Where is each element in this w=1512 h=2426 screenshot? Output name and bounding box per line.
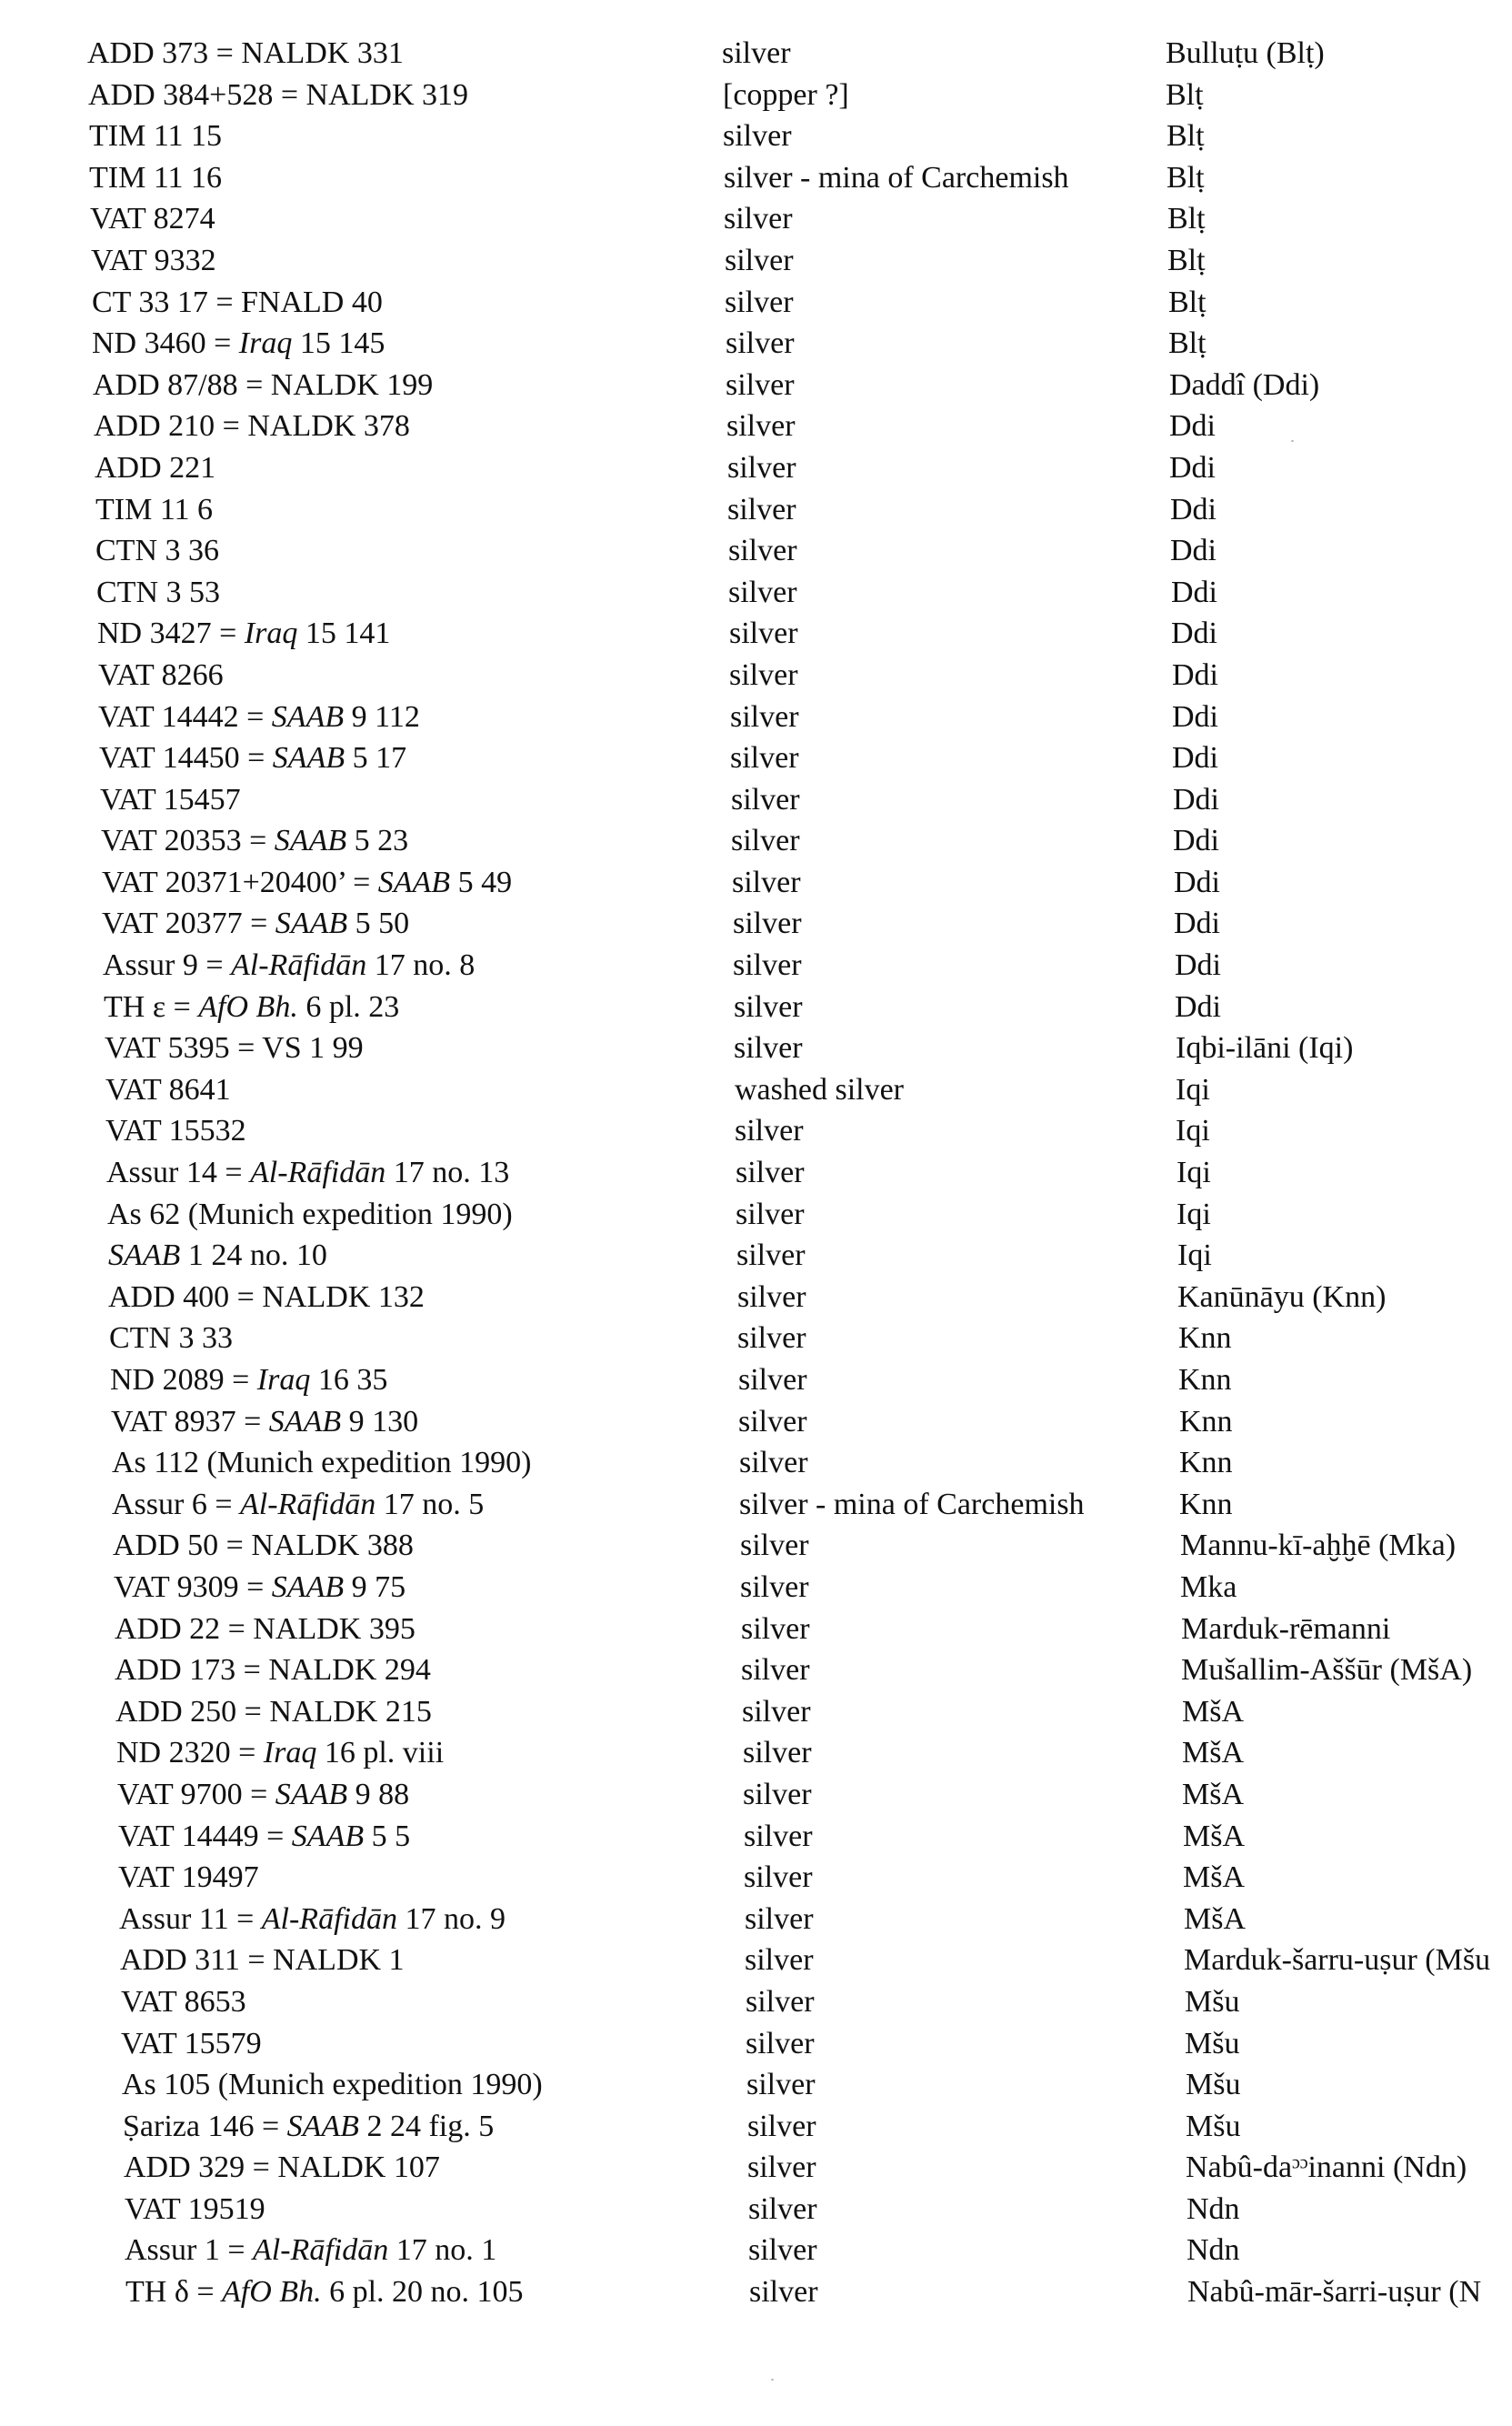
reference-cell: ADD 384+528 = NALDK 319 [88, 77, 468, 112]
reference-cell: ADD 373 = NALDK 331 [87, 36, 404, 70]
reference-cell: VAT 9700 = SAAB 9 88 [117, 1777, 410, 1811]
eponym-cell: Ddi [1173, 782, 1219, 817]
eponym-cell: Knn [1179, 1404, 1233, 1439]
eponym-cell: Ddi [1171, 575, 1217, 609]
metal-cell: silver [731, 782, 800, 817]
metal-cell: silver [734, 989, 803, 1024]
metal-cell: washed silver [735, 1072, 905, 1107]
metal-cell: silver [730, 741, 799, 776]
italic-citation: SAAB [377, 865, 451, 899]
table-row [0, 2064, 1512, 2106]
table-row [0, 1609, 1512, 1650]
reference-cell: Assur 14 = Al-Rāfidān 17 no. 13 [106, 1156, 510, 1190]
table-row [0, 737, 1512, 779]
italic-citation: Iraq [238, 326, 293, 361]
eponym-cell: Mannu-kī-aḫḫē (Mka) [1180, 1529, 1457, 1563]
table-row [0, 2189, 1512, 2231]
table-row [0, 157, 1512, 199]
table-row [0, 198, 1512, 240]
table-row [0, 1774, 1512, 1816]
table-row [0, 987, 1512, 1028]
reference-cell: ADD 329 = NALDK 107 [124, 2150, 440, 2185]
italic-citation: Iraq [263, 1736, 317, 1770]
reference-cell: ND 3460 = Iraq 15 145 [92, 326, 386, 361]
reference-cell: TH δ = AfO Bh. 6 pl. 20 no. 105 [125, 2275, 524, 2310]
eponym-cell: Mšu [1186, 2068, 1241, 2102]
metal-cell: silver [748, 2233, 817, 2268]
table-row [0, 862, 1512, 904]
italic-citation: SAAB [274, 824, 347, 858]
metal-cell: silver [740, 1529, 809, 1563]
table-row [0, 115, 1512, 157]
italic-citation: SAAB [275, 1777, 348, 1811]
table-row [0, 240, 1512, 282]
metal-cell: silver [726, 367, 795, 402]
reference-cell: As 105 (Munich expedition 1990) [122, 2068, 543, 2102]
table-row [0, 1732, 1512, 1774]
table-row [0, 2271, 1512, 2313]
metal-cell: [copper ?] [723, 77, 849, 112]
metal-cell: silver [747, 2109, 816, 2143]
table-row [0, 1525, 1512, 1567]
eponym-cell: Marduk-rēmanni [1181, 1611, 1391, 1646]
eponym-cell: MšA [1184, 1901, 1247, 1936]
italic-citation: SAAB [275, 907, 348, 941]
table-row [0, 1940, 1512, 1981]
metal-cell: silver [746, 2068, 816, 2102]
table-row [0, 1857, 1512, 1899]
eponym-cell: Blṭ [1167, 243, 1206, 277]
scan-speck [1291, 440, 1294, 442]
metal-cell: silver [736, 1197, 805, 1231]
eponym-cell: Knn [1179, 1446, 1233, 1480]
metal-cell: silver [739, 1446, 808, 1480]
table-row [0, 1442, 1512, 1484]
metal-cell: silver [729, 657, 798, 692]
italic-citation: SAAB [271, 1569, 345, 1604]
eponym-cell: Daddî (Ddi) [1169, 367, 1320, 402]
eponym-cell: Ddi [1170, 492, 1217, 526]
metal-cell: silver [747, 2150, 816, 2185]
eponym-cell: Mka [1180, 1569, 1237, 1604]
reference-cell: As 62 (Munich expedition 1990) [107, 1197, 513, 1231]
metal-cell: silver [741, 1611, 810, 1646]
metal-cell: silver [730, 699, 799, 734]
eponym-cell: Ddi [1169, 409, 1216, 444]
table-row [0, 1359, 1512, 1401]
table-row [0, 530, 1512, 572]
reference-cell: ADD 210 = NALDK 378 [94, 409, 410, 444]
italic-citation: Al-Rāfidān [261, 1901, 397, 1936]
metal-cell: silver [723, 119, 792, 154]
metal-cell: silver [725, 243, 794, 277]
table-row [0, 2023, 1512, 2065]
eponym-cell: Ddi [1172, 741, 1218, 776]
metal-cell: silver [725, 285, 794, 319]
eponym-cell: Iqi [1177, 1197, 1211, 1231]
table-row [0, 945, 1512, 987]
eponym-cell: Nabû-daᵓᵓinanni (Ndn) [1186, 2150, 1467, 2185]
metal-cell: silver [744, 1819, 813, 1853]
reference-cell: Assur 9 = Al-Rāfidān 17 no. 8 [103, 948, 476, 983]
table-row [0, 1899, 1512, 1940]
reference-cell: ND 2089 = Iraq 16 35 [110, 1363, 388, 1397]
eponym-cell: Iqi [1177, 1156, 1211, 1190]
table-row [0, 1110, 1512, 1152]
eponym-cell: Ddi [1170, 534, 1217, 568]
eponym-cell: Blṭ [1166, 77, 1204, 112]
reference-cell: ADD 87/88 = NALDK 199 [93, 367, 434, 402]
reference-cell: VAT 15532 [105, 1114, 246, 1148]
eponym-cell: Kanūnāyu (Knn) [1177, 1279, 1387, 1314]
italic-citation: SAAB [108, 1238, 181, 1273]
metal-cell: silver [749, 2275, 818, 2310]
table-row [0, 1401, 1512, 1443]
metal-cell: silver [745, 1943, 814, 1978]
metal-cell: silver [726, 326, 795, 361]
table-row [0, 1318, 1512, 1359]
italic-citation: SAAB [291, 1819, 365, 1853]
eponym-cell: Marduk-šarru-uṣur (Mšu [1184, 1943, 1491, 1978]
eponym-cell: Iqbi-ilāni (Iqi) [1176, 1031, 1354, 1066]
table-row [0, 2106, 1512, 2148]
table-row [0, 903, 1512, 945]
eponym-cell: MšA [1183, 1819, 1246, 1853]
metal-cell: silver - mina of Carchemish [724, 160, 1069, 195]
table-row [0, 1069, 1512, 1111]
reference-cell: VAT 19497 [118, 1860, 259, 1895]
reference-cell: ADD 173 = NALDK 294 [115, 1653, 431, 1688]
table-row [0, 1649, 1512, 1691]
eponym-table [0, 33, 1512, 2313]
table-row [0, 1691, 1512, 1733]
reference-cell: TIM 11 16 [89, 160, 223, 195]
metal-cell: silver [736, 1238, 806, 1273]
metal-cell: silver [724, 202, 793, 236]
reference-cell: VAT 14450 = SAAB 5 17 [99, 741, 407, 776]
table-row [0, 1028, 1512, 1069]
metal-cell: silver [743, 1777, 812, 1811]
metal-cell: silver [732, 865, 801, 899]
reference-cell: CT 33 17 = FNALD 40 [92, 285, 383, 319]
table-row [0, 820, 1512, 862]
eponym-cell: Mšu [1186, 2109, 1241, 2143]
metal-cell: silver [743, 1736, 812, 1770]
eponym-cell: Mušallim-Aššūr (MšA) [1181, 1653, 1473, 1688]
eponym-cell: Blṭ [1167, 202, 1206, 236]
scan-speck [771, 2379, 774, 2381]
eponym-cell: Mšu [1185, 2026, 1240, 2060]
italic-citation: AfO Bh. [198, 989, 298, 1024]
reference-cell: ND 2320 = Iraq 16 pl. viii [116, 1736, 445, 1770]
reference-cell: VAT 8937 = SAAB 9 130 [111, 1404, 419, 1439]
reference-cell: TH ε = AfO Bh. 6 pl. 23 [104, 989, 400, 1024]
eponym-cell: MšA [1182, 1694, 1245, 1729]
metal-cell: silver [738, 1404, 807, 1439]
metal-cell: silver [729, 617, 798, 651]
eponym-cell: Ndn [1187, 2191, 1240, 2226]
reference-cell: ADD 311 = NALDK 1 [120, 1943, 405, 1978]
metal-cell: silver [736, 1156, 805, 1190]
table-row [0, 1194, 1512, 1236]
metal-cell: silver [741, 1653, 810, 1688]
reference-cell: VAT 14449 = SAAB 5 5 [118, 1819, 411, 1853]
table-row [0, 282, 1512, 324]
eponym-cell: Iqi [1177, 1238, 1212, 1273]
table-row [0, 1816, 1512, 1858]
reference-cell: ADD 250 = NALDK 215 [115, 1694, 432, 1729]
table-row [0, 655, 1512, 697]
table-row [0, 323, 1512, 365]
metal-cell: silver [746, 1984, 815, 2019]
eponym-cell: Ddi [1172, 657, 1218, 692]
eponym-cell: Ndn [1187, 2233, 1240, 2268]
metal-cell: silver [746, 2026, 815, 2060]
reference-cell: VAT 8274 [90, 202, 215, 236]
reference-cell: ADD 50 = NALDK 388 [113, 1529, 414, 1563]
reference-cell: VAT 15457 [100, 782, 241, 817]
reference-cell: VAT 19519 [125, 2191, 265, 2226]
metal-cell: silver [748, 2191, 817, 2226]
table-row [0, 447, 1512, 489]
table-row [0, 2147, 1512, 2189]
metal-cell: silver [728, 534, 797, 568]
metal-cell: silver [733, 948, 802, 983]
reference-cell: Assur 11 = Al-Rāfidān 17 no. 9 [119, 1901, 506, 1936]
eponym-cell: Nabû-mār-šarri-uṣur (N [1187, 2275, 1482, 2310]
reference-cell: ND 3427 = Iraq 15 141 [97, 617, 391, 651]
reference-cell: VAT 9309 = SAAB 9 75 [114, 1569, 406, 1604]
table-row [0, 697, 1512, 738]
table-row [0, 75, 1512, 116]
reference-cell: TIM 11 15 [89, 119, 223, 154]
metal-cell: silver [728, 575, 797, 609]
metal-cell: silver [737, 1321, 806, 1356]
metal-cell: silver [733, 907, 802, 941]
eponym-cell: Ddi [1175, 948, 1221, 983]
eponym-cell: Ddi [1169, 450, 1216, 485]
italic-citation: AfO Bh. [222, 2275, 322, 2310]
eponym-cell: Blṭ [1167, 119, 1205, 154]
reference-cell: Assur 6 = Al-Rāfidān 17 no. 5 [112, 1487, 485, 1521]
metal-cell: silver [727, 492, 796, 526]
reference-cell: ADD 221 [95, 450, 216, 485]
reference-cell: CTN 3 36 [95, 534, 219, 568]
eponym-cell: Ddi [1174, 865, 1220, 899]
reference-cell: VAT 9332 [91, 243, 216, 277]
table-row [0, 1277, 1512, 1318]
eponym-cell: MšA [1182, 1736, 1245, 1770]
reference-cell: VAT 20353 = SAAB 5 23 [101, 824, 409, 858]
metal-cell: silver [727, 450, 796, 485]
eponym-cell: Blṭ [1168, 326, 1207, 361]
eponym-cell: Ddi [1174, 907, 1220, 941]
reference-cell: VAT 8653 [121, 1984, 246, 2019]
reference-cell: CTN 3 33 [109, 1321, 233, 1356]
italic-citation: Al-Rāfidān [231, 948, 367, 983]
reference-cell: SAAB 1 24 no. 10 [108, 1238, 327, 1273]
table-row [0, 572, 1512, 614]
eponym-cell: Iqi [1176, 1072, 1210, 1107]
metal-cell: silver [726, 409, 796, 444]
table-row [0, 613, 1512, 655]
metal-cell: silver [731, 824, 800, 858]
table-row [0, 365, 1512, 406]
metal-cell: silver [722, 36, 791, 70]
reference-cell: VAT 8641 [105, 1072, 231, 1107]
metal-cell: silver [735, 1114, 804, 1148]
reference-cell: ADD 22 = NALDK 395 [115, 1611, 416, 1646]
reference-cell: CTN 3 53 [96, 575, 220, 609]
metal-cell: silver [740, 1569, 809, 1604]
table-row [0, 1152, 1512, 1194]
table-row [0, 1567, 1512, 1609]
italic-citation: Al-Rāfidān [250, 1156, 386, 1190]
eponym-cell: Knn [1179, 1487, 1233, 1521]
eponym-cell: Blṭ [1168, 285, 1207, 319]
eponym-cell: Mšu [1185, 1984, 1240, 2019]
reference-cell: VAT 20371+20400’ = SAAB 5 49 [102, 865, 513, 899]
table-row [0, 489, 1512, 531]
reference-cell: VAT 20377 = SAAB 5 50 [102, 907, 410, 941]
metal-cell: silver [737, 1279, 806, 1314]
italic-citation: SAAB [271, 699, 345, 734]
eponym-cell: Ddi [1171, 617, 1217, 651]
eponym-cell: Bulluṭu (Blṭ) [1166, 36, 1325, 70]
reference-cell: TIM 11 6 [95, 492, 214, 526]
italic-citation: SAAB [268, 1404, 342, 1439]
metal-cell: silver - mina of Carchemish [739, 1487, 1085, 1521]
italic-citation: Iraq [256, 1363, 311, 1397]
table-row [0, 2230, 1512, 2271]
table-row [0, 1981, 1512, 2023]
italic-citation: SAAB [272, 741, 345, 776]
reference-cell: Ṣariza 146 = SAAB 2 24 fig. 5 [123, 2109, 495, 2143]
eponym-cell: Ddi [1172, 699, 1218, 734]
reference-cell: Assur 1 = Al-Rāfidān 17 no. 1 [125, 2233, 497, 2268]
reference-cell: VAT 15579 [121, 2026, 262, 2060]
eponym-cell: MšA [1182, 1777, 1245, 1811]
eponym-cell: MšA [1183, 1860, 1246, 1895]
metal-cell: silver [738, 1363, 807, 1397]
reference-cell: ADD 400 = NALDK 132 [108, 1279, 425, 1314]
reference-cell: VAT 5395 = VS 1 99 [105, 1031, 364, 1066]
metal-cell: silver [734, 1031, 803, 1066]
eponym-cell: Iqi [1176, 1114, 1210, 1148]
metal-cell: silver [745, 1901, 814, 1936]
table-row [0, 33, 1512, 75]
eponym-cell: Ddi [1173, 824, 1219, 858]
italic-citation: Al-Rāfidān [240, 1487, 376, 1521]
table-row [0, 1484, 1512, 1526]
eponym-cell: Blṭ [1167, 160, 1205, 195]
reference-cell: As 112 (Munich expedition 1990) [112, 1446, 532, 1480]
table-row [0, 1235, 1512, 1277]
italic-citation: Iraq [244, 617, 298, 651]
reference-cell: VAT 8266 [98, 657, 224, 692]
eponym-cell: Knn [1178, 1321, 1232, 1356]
metal-cell: silver [744, 1860, 813, 1895]
metal-cell: silver [742, 1694, 811, 1729]
italic-citation: Al-Rāfidān [253, 2233, 389, 2268]
table-row [0, 779, 1512, 821]
table-row [0, 406, 1512, 447]
eponym-cell: Ddi [1175, 989, 1221, 1024]
italic-citation: SAAB [286, 2109, 359, 2143]
reference-cell: VAT 14442 = SAAB 9 112 [98, 699, 420, 734]
eponym-cell: Knn [1178, 1363, 1232, 1397]
